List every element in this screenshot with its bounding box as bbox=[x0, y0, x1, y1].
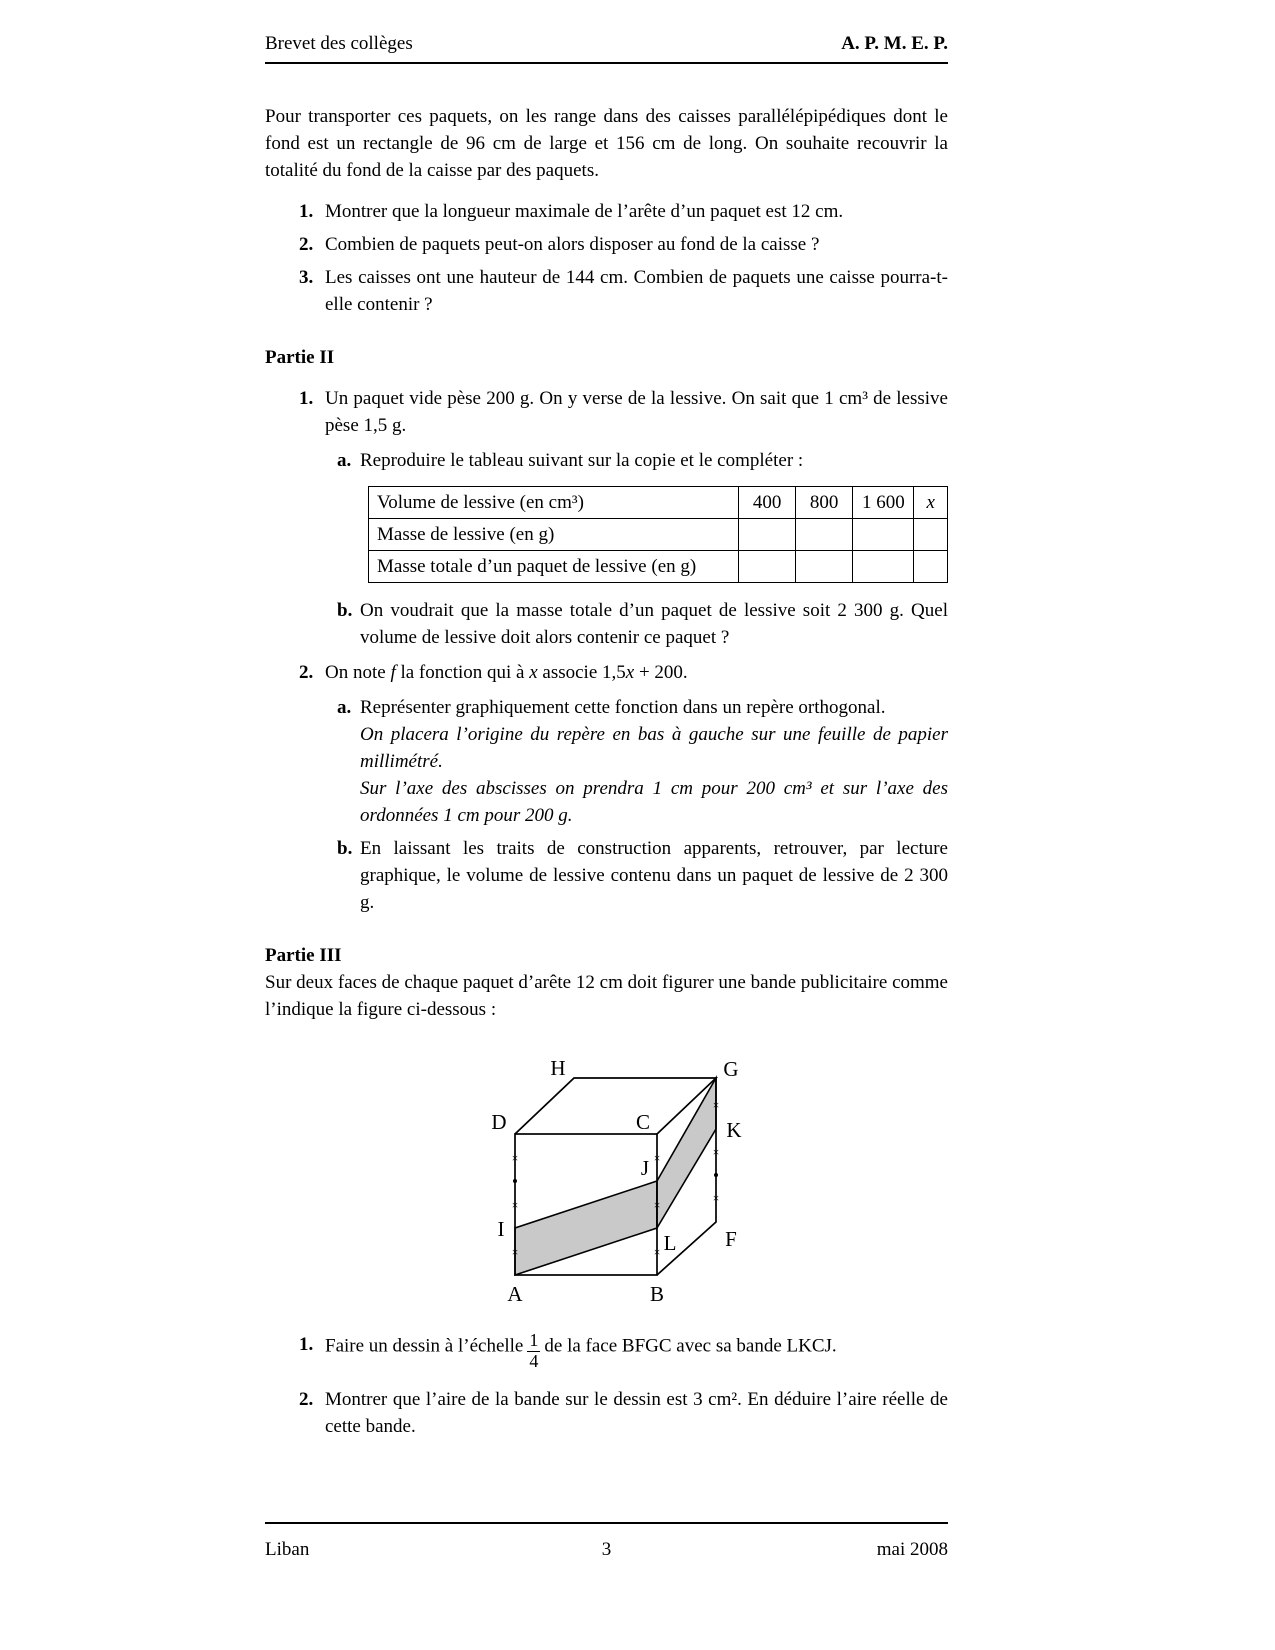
item-text: Les caisses ont une hauteur de 144 cm. Combien de paquets une caisse pourra-t-elle contenir ? bbox=[325, 267, 948, 315]
page-content bbox=[265, 103, 948, 1446]
table-row bbox=[369, 487, 948, 519]
fraction-numerator: 1 bbox=[529, 1330, 539, 1350]
text-run: de la face BFGC avec sa bande LKCJ. bbox=[544, 1335, 837, 1357]
item-letter: b. bbox=[337, 600, 353, 621]
item-number: 3. bbox=[299, 267, 314, 288]
sub-item-a bbox=[265, 447, 948, 474]
vertex-label-H: H bbox=[550, 1056, 566, 1080]
cell-empty bbox=[914, 519, 948, 551]
band-right-face bbox=[657, 1078, 716, 1228]
vertex-label-I: I bbox=[497, 1217, 505, 1241]
cell: 800 bbox=[796, 487, 853, 519]
list-item bbox=[265, 1331, 948, 1372]
item-number: 1. bbox=[299, 388, 314, 409]
item-letter: a. bbox=[337, 450, 352, 471]
vertex-label-J: J bbox=[640, 1156, 650, 1180]
tick-fg-1: × bbox=[712, 1098, 720, 1112]
header-brand: A. P. M. E. P. bbox=[841, 33, 948, 54]
vertex-label-F: F bbox=[725, 1227, 737, 1251]
sub-item-content bbox=[360, 694, 948, 829]
list-item bbox=[265, 385, 948, 439]
dot-ad bbox=[513, 1179, 517, 1183]
item-text: Reproduire le tableau suivant sur la copie et le compléter : bbox=[360, 450, 804, 471]
item-number: 2. bbox=[299, 1388, 314, 1410]
italic-note-1: On placera l’origine du repère en bas à gauche sur une feuille de papier millimétré. bbox=[360, 724, 948, 772]
cell-empty bbox=[914, 551, 948, 583]
fraction-denominator: 4 bbox=[529, 1350, 539, 1371]
vertex-label-D: D bbox=[491, 1110, 507, 1134]
footer-date: mai 2008 bbox=[876, 1539, 948, 1560]
item-text: En laissant les traits de construction apparents, retrouver, par lecture graphique, le volume de lessive contenu dans un paquet de lessive de 2 300 g. bbox=[360, 838, 948, 913]
item-text: Montrer que la longueur maximale de l’arête d’un paquet est 12 cm. bbox=[325, 201, 844, 222]
item-number: 1. bbox=[299, 201, 314, 222]
item-text: On voudrait que la masse totale d’un paquet de lessive soit 2 300 g. Quel volume de lessive doit alors contenir ce paquet ? bbox=[360, 600, 948, 648]
page-header bbox=[265, 30, 948, 64]
item-number: 2. bbox=[299, 662, 314, 683]
cell-empty bbox=[796, 551, 853, 583]
row-label: Masse totale d’un paquet de lessive (en g) bbox=[369, 551, 739, 583]
list-item bbox=[265, 231, 948, 258]
vertex-label-K: K bbox=[726, 1118, 742, 1142]
item-text: Représenter graphiquement cette fonction dans un repère orthogonal. bbox=[360, 697, 886, 718]
row-label: Volume de lessive (en cm³) bbox=[369, 487, 739, 519]
tick-bc-2: × bbox=[653, 1198, 661, 1212]
cube-figure-svg bbox=[437, 1045, 782, 1315]
text-run: la fonction qui à bbox=[395, 662, 530, 683]
math-f: f bbox=[390, 662, 396, 683]
tick-fg-2: × bbox=[712, 1145, 720, 1159]
item-text: Combien de paquets peut-on alors disposer au fond de la caisse ? bbox=[325, 234, 820, 255]
tick-bc-1: × bbox=[653, 1151, 661, 1165]
cell-empty bbox=[853, 551, 914, 583]
item-number: 1. bbox=[299, 1334, 314, 1355]
cell-empty bbox=[739, 519, 796, 551]
item-text bbox=[325, 1331, 948, 1372]
tick-bc-3: × bbox=[653, 1245, 661, 1259]
header-title: Brevet des collèges bbox=[265, 33, 413, 54]
vertex-label-G: G bbox=[723, 1057, 739, 1081]
band-front-face bbox=[515, 1181, 657, 1275]
vertex-label-B: B bbox=[649, 1282, 665, 1306]
partie3-heading: Partie III bbox=[265, 945, 342, 966]
list-item bbox=[265, 198, 948, 225]
tick-ad-2: × bbox=[511, 1198, 519, 1212]
cell-empty bbox=[796, 519, 853, 551]
list-item bbox=[265, 659, 948, 686]
fraction-one-quarter bbox=[527, 1331, 540, 1372]
partie2-heading: Partie II bbox=[265, 347, 335, 368]
sub-item-b bbox=[265, 835, 948, 916]
page-footer bbox=[265, 1522, 948, 1563]
item-text: Un paquet vide pèse 200 g. On y verse de la lessive. On sait que 1 cm³ de lessive pèse 1,5 g. bbox=[325, 388, 948, 436]
cube-figure bbox=[437, 1045, 782, 1315]
math-x: x bbox=[529, 662, 538, 683]
list-item bbox=[265, 264, 948, 318]
cell: 1 600 bbox=[853, 487, 914, 519]
item-text: Montrer que l’aire de la bande sur le dessin est 3 cm². En déduire l’aire réelle de cette bande. bbox=[325, 1388, 948, 1437]
cell-empty bbox=[853, 519, 914, 551]
text-run: On note bbox=[325, 662, 391, 683]
item-letter: b. bbox=[337, 838, 353, 859]
italic-note-2: Sur l’axe des abscisses on prendra 1 cm pour 200 cm³ et sur l’axe des ordonnées 1 cm pour 200 g. bbox=[360, 778, 948, 826]
table-row bbox=[369, 551, 948, 583]
item-letter: a. bbox=[337, 697, 352, 718]
vertex-label-A: A bbox=[507, 1282, 523, 1306]
table-row bbox=[369, 519, 948, 551]
dot-fg bbox=[714, 1173, 718, 1177]
math-x: x bbox=[625, 662, 635, 683]
lessive-table bbox=[368, 486, 948, 583]
sub-item-a bbox=[265, 694, 948, 829]
sub-item-b bbox=[265, 597, 948, 651]
vertex-label-L: L bbox=[663, 1231, 677, 1255]
footer-page-number: 3 bbox=[601, 1539, 612, 1560]
text-run: associe 1,5 bbox=[537, 662, 626, 683]
cube-top-face bbox=[515, 1078, 716, 1134]
text-run: Faire un dessin à l’échelle bbox=[325, 1335, 524, 1357]
cell: x bbox=[914, 487, 948, 519]
text-run: + 200. bbox=[634, 662, 688, 683]
tick-ad-1: × bbox=[511, 1151, 519, 1165]
tick-ad-3: × bbox=[511, 1245, 519, 1259]
row-label: Masse de lessive (en g) bbox=[369, 519, 739, 551]
item-text bbox=[325, 659, 948, 686]
tick-fg-3: × bbox=[712, 1191, 720, 1205]
cell: 400 bbox=[739, 487, 796, 519]
vertex-label-C: C bbox=[635, 1110, 651, 1134]
item-number: 2. bbox=[299, 234, 314, 255]
partie3-intro: Sur deux faces de chaque paquet d’arête 12 cm doit figurer une bande publicitaire comme l’indique la figure ci-dessous : bbox=[265, 972, 948, 1020]
intro-paragraph: Pour transporter ces paquets, on les range dans des caisses parallélépipédiques dont le fond est un rectangle de 96 cm de large et 156 cm de long. On souhaite recouvrir la totalité du fond de la caisse par des paquets. bbox=[265, 106, 948, 181]
footer-location: Liban bbox=[265, 1539, 310, 1560]
cell-empty bbox=[739, 551, 796, 583]
list-item bbox=[265, 1386, 948, 1440]
